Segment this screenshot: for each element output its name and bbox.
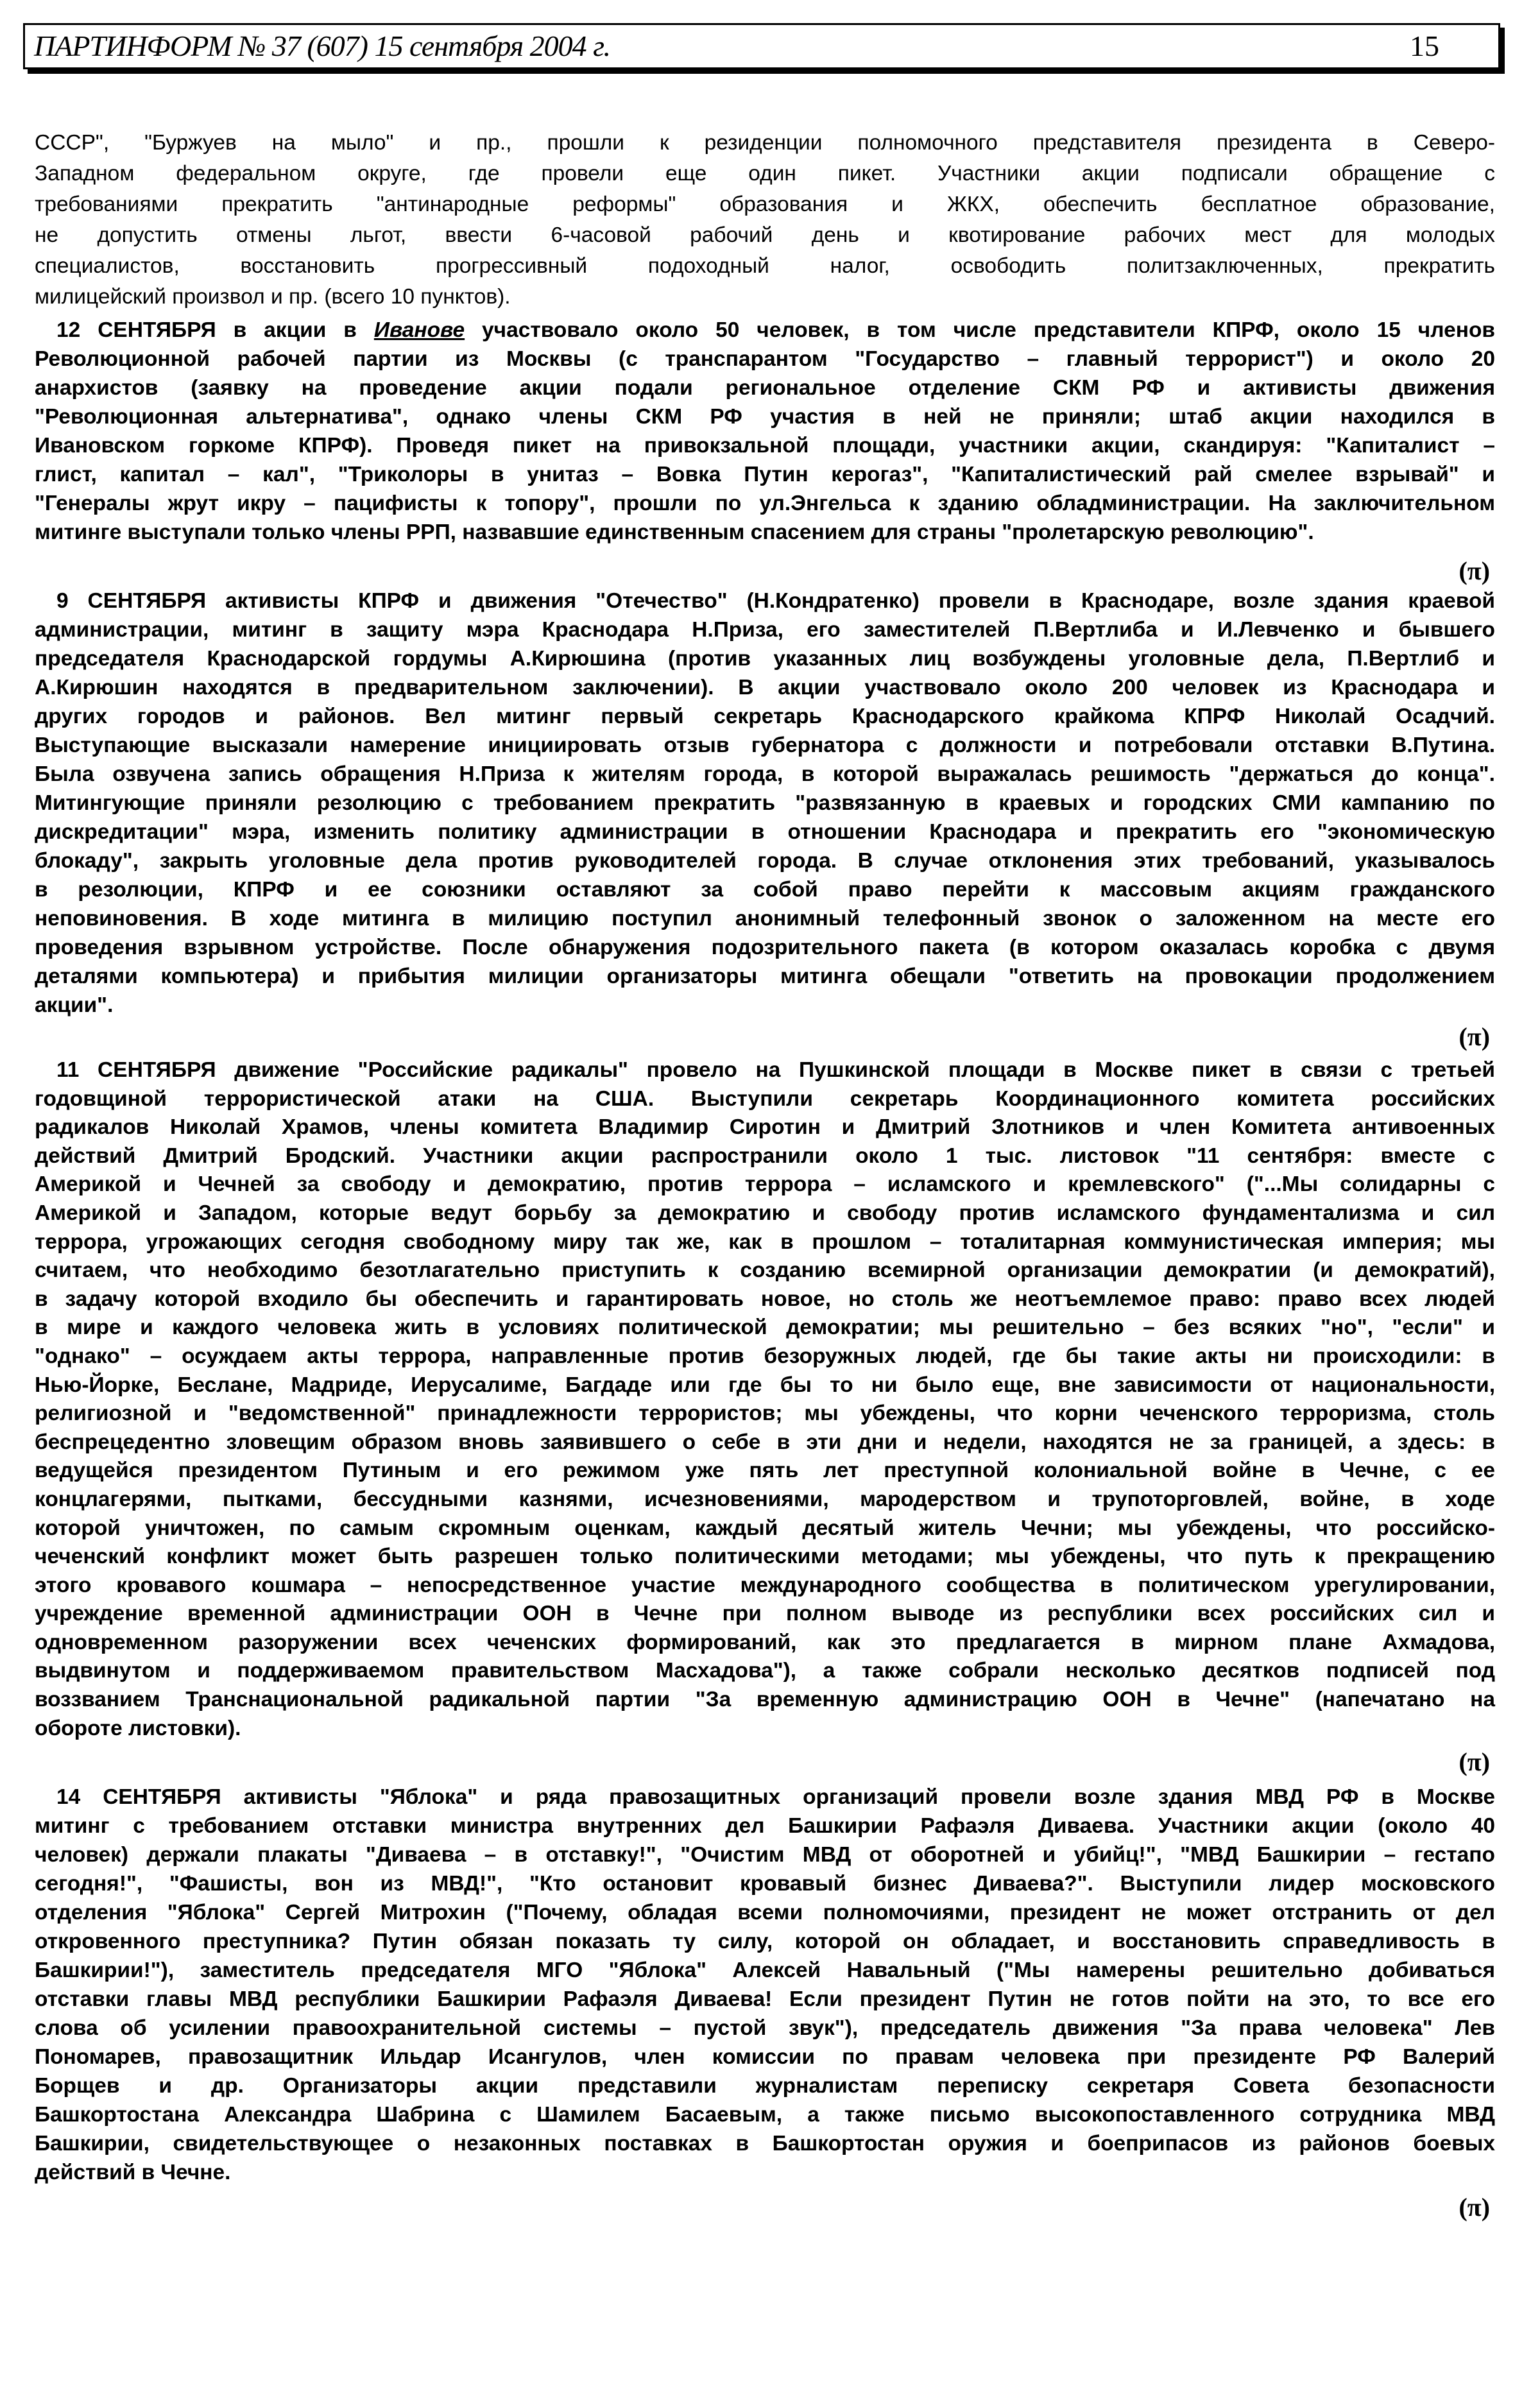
- paragraph-line: религиозной и "ведомственной" принадлежности террористов; мы убеждены, что корни чеченского терроризма, столь: [35, 1401, 1495, 1426]
- paragraph-sept-11: [35, 1056, 1495, 1743]
- paragraph-line: в задачу которой входило бы обеспечить и гарантировать новое, но столь же неотъемлемое право: право всех людей: [35, 1287, 1495, 1311]
- paragraph-line: действий Дмитрий Бродский. Участники акции распространили около 1 тыс. листовок "11 сентября: вместе с: [35, 1144, 1495, 1168]
- source-mark: (π): [1459, 556, 1490, 585]
- paragraph-line: неповиновения. В ходе митинга в милицию поступил анонимный телефонный звонок о заложенном на месте его: [35, 907, 1495, 930]
- paragraph-line: обороте листовки).: [35, 1716, 241, 1740]
- paragraph-line: Митингующие приняли резолюцию с требованием прекратить "развязанную в краевых и городских СМИ кампанию по: [35, 791, 1495, 815]
- paragraph-line: председателя Краснодарской гордумы А.Кирюшина (против указанных лиц возбуждены уголовные дела, П.Вертлиб и: [35, 647, 1495, 671]
- paragraph-line: Башкирии, свидетельствующее о незаконных поставках в Башкортостан оружия и боеприпасов из районов боевых: [35, 2132, 1495, 2155]
- paragraph-line: Ивановском горкоме КПРФ). Проведя пикет на привокзальной площади, участники акции, скандируя: "Капиталист –: [35, 434, 1495, 458]
- paragraph-line: "однако" – осуждаем акты террора, направленные против безоружных людей, где бы такие акты ни происходили: в: [35, 1344, 1495, 1368]
- paragraph-line: дискредитации" мэра, изменить политику администрации в отношении Краснодара и прекратить его "экономическую: [35, 820, 1495, 844]
- line-text: участвовало около 50 человек, в том числе представители КПРФ, около 15 членов: [465, 318, 1495, 342]
- paragraph-line: митинге выступали только члены РРП, назвавшие единственным спасением для страны "пролетарскую революцию".: [35, 520, 1314, 544]
- paragraph-line: ведущейся президентом Путиным и его режимом уже пять лет преступной колониальной войне в Чечне, с ее: [35, 1459, 1495, 1483]
- paragraph-line: беспрецедентно зловещим образом вновь заявившего о себе в эти дни и недели, находятся не за границей, а здесь: в: [35, 1430, 1495, 1454]
- paragraph-sept-9: [35, 587, 1495, 1020]
- paragraph-line: Пономарев, правозащитник Ильдар Исангулов, член комиссии по правам человека при президенте РФ Валерий: [35, 2045, 1495, 2069]
- paragraph-line: годовщиной террористической атаки на США. Выступили секретарь Координационного комитета российских: [35, 1086, 1495, 1111]
- paragraph-line: выдвинутом и поддерживаемом правительством Масхадова"), а также собрали несколько десятков подписей под: [35, 1659, 1495, 1683]
- paragraph-line: учреждение временной администрации ООН в Чечне при полном выводе из республики всех российских сил и: [35, 1602, 1495, 1626]
- source-mark: (π): [1459, 1022, 1490, 1051]
- paragraph-line: анархистов (заявку на проведение акции подали региональное отделение СКМ РФ и активисты движения: [35, 376, 1495, 400]
- paragraph-line: в мире и каждого человека жить в условиях политической демократии; мы решительно – без всяких "но", "если" и: [35, 1315, 1495, 1340]
- paragraph-line: Башкортостана Александра Шабрина с Шамилем Басаевым, а также письмо высокопоставленного сотрудника МВД: [35, 2103, 1495, 2127]
- paragraph-line: в резолюции, КПРФ и ее союзники оставляют за собой право перейти к массовым акциям гражданского: [35, 878, 1495, 902]
- paragraph-line: Революционной рабочей партии из Москвы (с транспарантом "Государство – главный террорист") и около 20: [35, 347, 1495, 371]
- paragraph-line: концлагерями, пытками, бессудными казнями, исчезновениями, мародерством и трупоторговлей, войне, в ходе: [35, 1487, 1495, 1511]
- paragraph-continuation: [35, 128, 1495, 313]
- paragraph-line: действий в Чечне.: [35, 2161, 231, 2184]
- paragraph-line: одновременном разоружении всех чеченских формирований, как это предлагается в мирном плане Ахмадова,: [35, 1630, 1495, 1654]
- paragraph-line: отставки главы МВД республики Башкирии Рафаэля Диваева! Если президент Путин не готов пойти на это, то все его: [35, 1987, 1495, 2011]
- paragraph-line: других городов и районов. Вел митинг первый секретарь Краснодарского крайкома КПРФ Николай Осадчий.: [35, 705, 1495, 728]
- paragraph-line: СССР", "Буржуев на мыло" и пр., прошли к резиденции полномочного представителя президента в Северо-: [35, 131, 1495, 155]
- paragraph-line: "Генералы жрут икру – пацифисты к топору", прошли по ул.Энгельса к зданию обладминистрации. На заключительном: [35, 492, 1495, 515]
- page-header: [23, 23, 1500, 69]
- line-text: 12 СЕНТЯБРЯ в акции в: [56, 318, 374, 342]
- paragraph-line: требованиями прекратить "антинародные реформы" образования и ЖКХ, обеспечить бесплатное образование,: [35, 193, 1495, 216]
- paragraph-line: считаем, что необходимо безотлагательно приступить к созданию всемирной организации демократии (и демократий),: [35, 1258, 1495, 1283]
- paragraph-line: радикалов Николай Храмов, члены комитета Владимир Сиротин и Дмитрий Злотников и член Комитета антивоенных: [35, 1115, 1495, 1140]
- paragraph-line: человек) держали плакаты "Диваева – в отставку!", "Очистим МВД от оборотней и убийц!", "МВД Башкирии – гестапо: [35, 1843, 1495, 1867]
- paragraph-line: Была озвучена запись обращения Н.Приза к жителям города, в которой выражалась решимость "держаться до конца".: [35, 762, 1495, 786]
- paragraph-line: Америкой и Чечней за свободу и демократию, против террора – исламского и кремлевского" ("...Мы солидарны с: [35, 1172, 1495, 1197]
- paragraph-sept-14: [35, 1783, 1495, 2187]
- paragraph-line: 14 СЕНТЯБРЯ активисты "Яблока" и ряда правозащитных организаций провели возле здания МВД РФ в Москве: [56, 1785, 1495, 1809]
- paragraph-line: Нью-Йорке, Беслане, Мадриде, Иерусалиме, Багдаде или где бы то ни было еще, вне зависимости от национальности,: [35, 1373, 1495, 1397]
- paragraph-line: блокаду", закрыть уголовные дела против руководителей города. В случае отклонения этих требований, указывалось: [35, 849, 1495, 873]
- paragraph-line: "Революционная альтернатива", однако члены СКМ РФ участия в ней не приняли; штаб акции находился в: [35, 405, 1495, 429]
- paragraph-line: отделения "Яблока" Сергей Митрохин ("Почему, обладая всеми полномочиями, президент не может отстранить от дел: [35, 1901, 1495, 1924]
- paragraph-line: глист, капитал – кал", "Триколоры в унитаз – Вовка Путин керогаз", "Капиталистический рай смелее взрывай" и: [35, 463, 1495, 486]
- paragraph-line: сегодня!", "Фашисты, вон из МВД!", "Кто остановит кровавый бизнес Диваева?". Выступили лидер московского: [35, 1872, 1495, 1896]
- source-mark: (π): [1459, 1747, 1490, 1776]
- paragraph-line: деталями компьютера) и прибытия милиции организаторы митинга обещали "ответить на провокации продолжением: [35, 964, 1495, 988]
- paragraph-line: слова об усилении правоохранительной системы – пустой звук"), председатель движения "За права человека" Лев: [35, 2016, 1495, 2040]
- paragraph-line: митинг с требованием отставки министра внутренних дел Башкирии Рафаэля Диваева. Участники акции (около 40: [35, 1814, 1495, 1838]
- source-mark: (π): [1459, 2193, 1490, 2222]
- paragraph-line: проведения взрывном устройстве. После обнаружения подозрительного пакета (в котором оказалась коробка с двумя: [35, 936, 1495, 959]
- paragraph-line: 11 СЕНТЯБРЯ движение "Российские радикалы" провело на Пушкинской площади в Москве пикет в связи с третьей: [56, 1058, 1495, 1082]
- paragraph-line: воззванием Транснациональной радикальной партии "За временную администрацию ООН в Чечне" (напечатано на: [35, 1688, 1495, 1712]
- paragraph-line: этого кровавого кошмара – непосредственное участие международного сообщества в политическом урегулировании,: [35, 1573, 1495, 1597]
- paragraph-line: чеченский конфликт может быть разрешен только политическими методами; мы убеждены, что путь к прекращению: [35, 1545, 1495, 1569]
- paragraph-line: террора, угрожающих сегодня свободному миру так же, как в прошлом – тоталитарная коммунистическая империя; мы: [35, 1230, 1495, 1254]
- page-number: 15: [1410, 30, 1439, 62]
- paragraph-line: Выступающие высказали намерение инициировать отзыв губернатора с должности и потребовали отставки В.Путина.: [35, 733, 1495, 757]
- paragraph-line: не допустить отмены льгот, ввести 6-часовой рабочий день и квотирование рабочих мест для молодых: [35, 223, 1495, 247]
- paragraph-line: акции".: [35, 993, 114, 1017]
- paragraph-line: которой уничтожен, по самым скромным оценкам, каждый десятый житель Чечни; мы убеждены, что российско-: [35, 1516, 1495, 1540]
- paragraph-sept-12: [35, 316, 1495, 547]
- paragraph-line: Западном федеральном округе, где провели еще один пикет. Участники акции подписали обращение с: [35, 162, 1495, 185]
- paragraph-line: Борщев и др. Организаторы акции представили журналистам переписку секретаря Совета безопасности: [35, 2074, 1495, 2098]
- paragraph-line: 9 СЕНТЯБРЯ активисты КПРФ и движения "Отечество" (Н.Кондратенко) провели в Краснодаре, возле здания краевой: [56, 589, 1495, 613]
- paragraph-line: Америкой и Западом, которые ведут борьбу за демократию и свободу против исламского фундаментализма и сил: [35, 1201, 1495, 1225]
- paragraph-line: милицейский произвол и пр. (всего 10 пунктов).: [35, 285, 511, 309]
- paragraph-line: Башкирии!"), заместитель председателя МГО "Яблока" Алексей Навальный ("Мы намерены решительно добиваться: [35, 1958, 1495, 1982]
- paragraph-line: [35, 316, 1495, 345]
- paragraph-line: администрации, митинг в защиту мэра Краснодара Н.Приза, его заместителей П.Вертлиба и И.Левченко и бывшего: [35, 618, 1495, 642]
- paragraph-line: специалистов, восстановить прогрессивный подоходный налог, освободить политзаключенных, прекратить: [35, 254, 1495, 278]
- paragraph-line: откровенного преступника? Путин обязан показать ту силу, которой он обладает, и восстановить справедливость в: [35, 1930, 1495, 1953]
- paragraph-line: А.Кирюшин находятся в предварительном заключении). В акции участвовало около 200 человек из Краснодара и: [35, 676, 1495, 699]
- city-ivanovo: Иванове: [373, 318, 465, 342]
- publication-title: ПАРТИНФОРМ № 37 (607) 15 сентября 2004 г.: [34, 30, 610, 62]
